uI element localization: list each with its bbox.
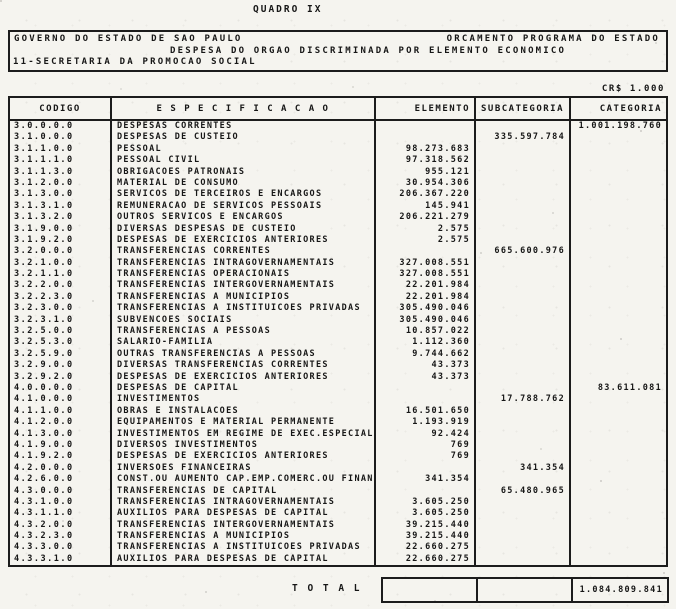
cell-subcategoria <box>476 212 571 223</box>
cell-codigo: 3.1.1.1.0 <box>10 155 112 166</box>
cell-elemento: 305.490.046 <box>376 303 476 314</box>
cell-categoria <box>571 155 666 166</box>
page-title: QUADRO IX <box>253 4 323 15</box>
cell-codigo: 4.1.0.0.0 <box>10 394 112 405</box>
cell-especificacao: TRANSFERENCIAS INTRAGOVERNAMENTAIS <box>112 258 376 269</box>
cell-subcategoria <box>476 508 571 519</box>
cell-subcategoria <box>476 417 571 428</box>
cell-subcategoria <box>476 531 571 542</box>
organization-name: 11-SECRETARIA DA PROMOCAO SOCIAL <box>13 57 257 67</box>
cell-elemento <box>376 246 476 257</box>
cell-categoria <box>571 315 666 326</box>
cell-categoria <box>571 280 666 291</box>
cell-especificacao: REMUNERACAO DE SERVICOS PESSOAIS <box>112 201 376 212</box>
table-row <box>10 394 666 405</box>
cell-elemento: 955.121 <box>376 167 476 178</box>
cell-elemento: 43.373 <box>376 360 476 371</box>
cell-categoria <box>571 132 666 143</box>
cell-codigo: 3.1.3.2.0 <box>10 212 112 223</box>
cell-elemento: 206.221.279 <box>376 212 476 223</box>
table-row <box>10 189 666 200</box>
cell-elemento: 341.354 <box>376 474 476 485</box>
cell-elemento: 9.744.662 <box>376 349 476 360</box>
cell-categoria <box>571 224 666 235</box>
table-header-row <box>10 98 666 121</box>
cell-codigo: 4.3.1.0.0 <box>10 497 112 508</box>
cell-especificacao: TRANSFERENCIAS A MUNICIPIOS <box>112 531 376 542</box>
cell-subcategoria <box>476 326 571 337</box>
total-box <box>381 577 669 603</box>
cell-subcategoria <box>476 269 571 280</box>
cell-codigo: 3.1.1.0.0 <box>10 144 112 155</box>
cell-categoria <box>571 372 666 383</box>
cell-codigo: 4.1.9.0.0 <box>10 440 112 451</box>
cell-especificacao: INVESTIMENTOS <box>112 394 376 405</box>
currency-unit-note: CR$ 1.000 <box>601 84 665 94</box>
table-row <box>10 337 666 348</box>
cell-categoria <box>571 417 666 428</box>
cell-codigo: 3.2.0.0.0 <box>10 246 112 257</box>
table-row <box>10 167 666 178</box>
cell-elemento: 206.367.220 <box>376 189 476 200</box>
cell-codigo: 3.1.3.0.0 <box>10 189 112 200</box>
table-row <box>10 429 666 440</box>
cell-elemento <box>376 463 476 474</box>
cell-codigo: 4.3.3.1.0 <box>10 554 112 565</box>
cell-elemento: 30.954.306 <box>376 178 476 189</box>
cell-codigo: 4.1.9.2.0 <box>10 451 112 462</box>
cell-categoria <box>571 258 666 269</box>
table-row <box>10 292 666 303</box>
cell-codigo: 4.1.3.0.0 <box>10 429 112 440</box>
cell-elemento: 3.605.250 <box>376 508 476 519</box>
cell-especificacao: TRANSFERENCIAS DE CAPITAL <box>112 486 376 497</box>
cell-elemento <box>376 394 476 405</box>
cell-especificacao: TRANSFERENCIAS CORRENTES <box>112 246 376 257</box>
column-header-codigo: CODIGO <box>10 98 112 119</box>
cell-categoria <box>571 451 666 462</box>
cell-elemento: 10.857.022 <box>376 326 476 337</box>
cell-elemento: 97.318.562 <box>376 155 476 166</box>
cell-categoria <box>571 486 666 497</box>
cell-especificacao: TRANSFERENCIAS A PESSOAS <box>112 326 376 337</box>
cell-especificacao: AUXILIOS PARA DESPESAS DE CAPITAL <box>112 508 376 519</box>
header-box <box>8 30 668 72</box>
cell-elemento: 769 <box>376 451 476 462</box>
table-row <box>10 554 666 565</box>
cell-codigo: 3.2.9.0.0 <box>10 360 112 371</box>
cell-categoria <box>571 326 666 337</box>
cell-especificacao: OUTRAS TRANSFERENCIAS A PESSOAS <box>112 349 376 360</box>
cell-subcategoria <box>476 303 571 314</box>
table-body <box>10 121 666 565</box>
cell-subcategoria <box>476 144 571 155</box>
cell-categoria <box>571 167 666 178</box>
cell-subcategoria <box>476 360 571 371</box>
table-row <box>10 486 666 497</box>
cell-especificacao: INVERSOES FINANCEIRAS <box>112 463 376 474</box>
cell-categoria <box>571 554 666 565</box>
cell-elemento <box>376 132 476 143</box>
cell-codigo: 4.3.2.0.0 <box>10 520 112 531</box>
table-row <box>10 542 666 553</box>
table-row <box>10 280 666 291</box>
cell-especificacao: TRANSFERENCIAS A INSTITUICOES PRIVADAS <box>112 542 376 553</box>
table-row <box>10 315 666 326</box>
cell-especificacao: SALARIO-FAMILIA <box>112 337 376 348</box>
cell-codigo: 4.1.2.0.0 <box>10 417 112 428</box>
cell-elemento: 3.605.250 <box>376 497 476 508</box>
table-row <box>10 463 666 474</box>
cell-subcategoria: 17.788.762 <box>476 394 571 405</box>
cell-codigo: 3.2.5.0.0 <box>10 326 112 337</box>
cell-codigo: 3.1.9.0.0 <box>10 224 112 235</box>
table-row <box>10 360 666 371</box>
cell-subcategoria <box>476 372 571 383</box>
cell-elemento: 43.373 <box>376 372 476 383</box>
cell-elemento <box>376 486 476 497</box>
table-row <box>10 451 666 462</box>
cell-codigo: 3.2.3.0.0 <box>10 303 112 314</box>
cell-elemento: 327.008.551 <box>376 258 476 269</box>
cell-codigo: 4.2.6.0.0 <box>10 474 112 485</box>
cell-subcategoria <box>476 235 571 246</box>
table-row <box>10 212 666 223</box>
table-row <box>10 235 666 246</box>
cell-categoria <box>571 429 666 440</box>
cell-categoria <box>571 269 666 280</box>
cell-categoria <box>571 394 666 405</box>
cell-elemento: 2.575 <box>376 235 476 246</box>
cell-subcategoria <box>476 542 571 553</box>
cell-subcategoria <box>476 315 571 326</box>
cell-elemento: 305.490.046 <box>376 315 476 326</box>
cell-elemento: 39.215.440 <box>376 520 476 531</box>
cell-especificacao: OUTROS SERVICOS E ENCARGOS <box>112 212 376 223</box>
cell-categoria <box>571 144 666 155</box>
cell-subcategoria <box>476 337 571 348</box>
cell-categoria <box>571 497 666 508</box>
table-row <box>10 406 666 417</box>
table-row <box>10 326 666 337</box>
cell-elemento: 1.112.360 <box>376 337 476 348</box>
cell-categoria <box>571 178 666 189</box>
cell-especificacao: SERVICOS DE TERCEIROS E ENCARGOS <box>112 189 376 200</box>
cell-codigo: 3.1.2.0.0 <box>10 178 112 189</box>
cell-codigo: 3.2.3.1.0 <box>10 315 112 326</box>
cell-categoria: 1.001.198.760 <box>578 121 662 131</box>
total-elemento-cell <box>383 579 478 601</box>
cell-elemento: 39.215.440 <box>376 531 476 542</box>
cell-subcategoria <box>476 520 571 531</box>
table-row <box>10 303 666 314</box>
cell-codigo: 4.1.1.0.0 <box>10 406 112 417</box>
cell-subcategoria <box>476 474 571 485</box>
cell-especificacao: TRANSFERENCIAS INTRAGOVERNAMENTAIS <box>112 497 376 508</box>
table-row <box>10 132 666 143</box>
cell-subcategoria <box>476 121 571 132</box>
cell-subcategoria <box>476 349 571 360</box>
program-title: ORCAMENTO PROGRAMA DO ESTADO <box>446 34 660 44</box>
table-row <box>10 497 666 508</box>
cell-elemento: 22.201.984 <box>376 292 476 303</box>
cell-especificacao: EQUIPAMENTOS E MATERIAL PERMANENTE <box>112 417 376 428</box>
cell-codigo: 3.0.0.0.0 <box>10 121 112 132</box>
column-header-subcategoria: SUBCATEGORIA <box>476 98 571 119</box>
cell-codigo: 4.3.0.0.0 <box>10 486 112 497</box>
cell-categoria <box>571 360 666 371</box>
cell-elemento: 1.193.919 <box>376 417 476 428</box>
cell-elemento: 145.941 <box>376 201 476 212</box>
cell-categoria <box>571 474 666 485</box>
cell-categoria <box>571 440 666 451</box>
column-header-categoria: CATEGORIA <box>599 103 662 114</box>
table-row <box>10 383 666 394</box>
total-categoria-cell: 1.084.809.841 <box>579 585 663 595</box>
cell-subcategoria <box>476 451 571 462</box>
table-row <box>10 178 666 189</box>
cell-categoria <box>571 531 666 542</box>
table-row <box>10 258 666 269</box>
cell-subcategoria <box>476 440 571 451</box>
cell-subcategoria: 341.354 <box>476 463 571 474</box>
cell-especificacao: AUXILIOS PARA DESPESAS DE CAPITAL <box>112 554 376 565</box>
cell-categoria <box>571 508 666 519</box>
table-row <box>10 121 666 132</box>
cell-elemento: 16.501.650 <box>376 406 476 417</box>
cell-especificacao: DESPESAS DE EXERCICIOS ANTERIORES <box>112 451 376 462</box>
cell-subcategoria <box>476 554 571 565</box>
table-row <box>10 520 666 531</box>
cell-especificacao: OBRIGACOES PATRONAIS <box>112 167 376 178</box>
cell-elemento: 2.575 <box>376 224 476 235</box>
cell-especificacao: DESPESAS DE EXERCICIOS ANTERIORES <box>112 235 376 246</box>
cell-subcategoria <box>476 201 571 212</box>
cell-especificacao: SUBVENCOES SOCIAIS <box>112 315 376 326</box>
cell-codigo: 3.1.1.3.0 <box>10 167 112 178</box>
cell-especificacao: MATERIAL DE CONSUMO <box>112 178 376 189</box>
table-row <box>10 531 666 542</box>
cell-codigo: 3.1.3.1.0 <box>10 201 112 212</box>
table-row <box>10 155 666 166</box>
cell-especificacao: DESPESAS DE CAPITAL <box>112 383 376 394</box>
cell-elemento: 22.201.984 <box>376 280 476 291</box>
cell-subcategoria <box>476 258 571 269</box>
government-title: GOVERNO DO ESTADO DE SAO PAULO <box>14 34 243 44</box>
cell-codigo: 3.2.2.3.0 <box>10 292 112 303</box>
total-label: T O T A L <box>292 583 362 594</box>
cell-elemento: 92.424 <box>376 429 476 440</box>
cell-subcategoria: 65.480.965 <box>476 486 571 497</box>
cell-subcategoria: 335.597.784 <box>476 132 571 143</box>
cell-codigo: 3.2.1.1.0 <box>10 269 112 280</box>
cell-elemento: 22.660.275 <box>376 542 476 553</box>
cell-especificacao: DESPESAS DE CUSTEIO <box>112 132 376 143</box>
cell-codigo: 3.2.5.9.0 <box>10 349 112 360</box>
table-row <box>10 201 666 212</box>
table-row <box>10 508 666 519</box>
scan-noise <box>0 0 2 2</box>
cell-categoria <box>571 189 666 200</box>
cell-codigo: 3.2.9.2.0 <box>10 372 112 383</box>
cell-especificacao: TRANSFERENCIAS INTERGOVERNAMENTAIS <box>112 520 376 531</box>
cell-subcategoria <box>476 497 571 508</box>
column-header-elemento: ELEMENTO <box>376 98 476 119</box>
cell-categoria <box>571 292 666 303</box>
cell-codigo: 3.2.5.3.0 <box>10 337 112 348</box>
cell-elemento <box>376 383 476 394</box>
table-row <box>10 372 666 383</box>
table-row <box>10 349 666 360</box>
cell-subcategoria <box>476 224 571 235</box>
cell-subcategoria <box>476 167 571 178</box>
cell-especificacao: DIVERSOS INVESTIMENTOS <box>112 440 376 451</box>
cell-categoria: 83.611.081 <box>597 382 662 393</box>
cell-subcategoria <box>476 292 571 303</box>
cell-elemento: 22.660.275 <box>376 554 476 565</box>
cell-categoria <box>571 542 666 553</box>
cell-especificacao: TRANSFERENCIAS A INSTITUICOES PRIVADAS <box>112 303 376 314</box>
cell-subcategoria <box>476 155 571 166</box>
cell-codigo: 4.2.0.0.0 <box>10 463 112 474</box>
cell-subcategoria <box>476 280 571 291</box>
cell-categoria <box>571 349 666 360</box>
table-row <box>10 144 666 155</box>
cell-categoria <box>571 212 666 223</box>
report-subtitle: DESPESA DO ORGAO DISCRIMINADA POR ELEMENTO ECONOMICO <box>170 45 567 56</box>
cell-especificacao: TRANSFERENCIAS A MUNICIPIOS <box>112 292 376 303</box>
cell-subcategoria <box>476 189 571 200</box>
cell-categoria <box>571 337 666 348</box>
cell-categoria <box>571 201 666 212</box>
cell-especificacao: DIVERSAS TRANSFERENCIAS CORRENTES <box>112 360 376 371</box>
table-row <box>10 224 666 235</box>
expense-table <box>8 96 668 567</box>
cell-especificacao: DIVERSAS DESPESAS DE CUSTEIO <box>112 224 376 235</box>
cell-elemento: 98.273.683 <box>376 144 476 155</box>
cell-subcategoria <box>476 429 571 440</box>
cell-subcategoria <box>476 178 571 189</box>
cell-especificacao: DESPESAS CORRENTES <box>112 121 376 132</box>
cell-codigo: 4.3.2.3.0 <box>10 531 112 542</box>
cell-subcategoria <box>476 406 571 417</box>
cell-especificacao: CONST.OU AUMENTO CAP.EMP.COMERC.OU FINAN <box>112 474 376 485</box>
column-header-especificacao: E S P E C I F I C A C A O <box>112 98 376 119</box>
cell-codigo: 3.1.9.2.0 <box>10 235 112 246</box>
cell-codigo: 3.2.2.0.0 <box>10 280 112 291</box>
cell-especificacao: INVESTIMENTOS EM REGIME DE EXEC.ESPECIAL <box>112 429 376 440</box>
cell-codigo: 4.3.3.0.0 <box>10 542 112 553</box>
table-row <box>10 417 666 428</box>
cell-elemento: 327.008.551 <box>376 269 476 280</box>
cell-especificacao: OBRAS E INSTALACOES <box>112 406 376 417</box>
cell-codigo: 3.1.0.0.0 <box>10 132 112 143</box>
cell-categoria <box>571 246 666 257</box>
cell-categoria <box>571 406 666 417</box>
table-row <box>10 440 666 451</box>
cell-codigo: 4.3.1.1.0 <box>10 508 112 519</box>
cell-especificacao: TRANSFERENCIAS INTERGOVERNAMENTAIS <box>112 280 376 291</box>
cell-codigo: 3.2.1.0.0 <box>10 258 112 269</box>
cell-categoria <box>571 235 666 246</box>
cell-subcategoria: 665.600.976 <box>476 246 571 257</box>
cell-subcategoria <box>476 383 571 394</box>
cell-categoria <box>571 303 666 314</box>
cell-especificacao: PESSOAL CIVIL <box>112 155 376 166</box>
cell-categoria <box>571 520 666 531</box>
cell-especificacao: TRANSFERENCIAS OPERACIONAIS <box>112 269 376 280</box>
cell-codigo: 4.0.0.0.0 <box>10 383 112 394</box>
cell-elemento <box>376 121 476 132</box>
table-row <box>10 474 666 485</box>
cell-elemento: 769 <box>376 440 476 451</box>
cell-categoria <box>571 463 666 474</box>
cell-especificacao: PESSOAL <box>112 144 376 155</box>
total-subcategoria-cell <box>478 579 573 601</box>
table-row <box>10 246 666 257</box>
cell-especificacao: DESPESAS DE EXERCICIOS ANTERIORES <box>112 372 376 383</box>
table-row <box>10 269 666 280</box>
